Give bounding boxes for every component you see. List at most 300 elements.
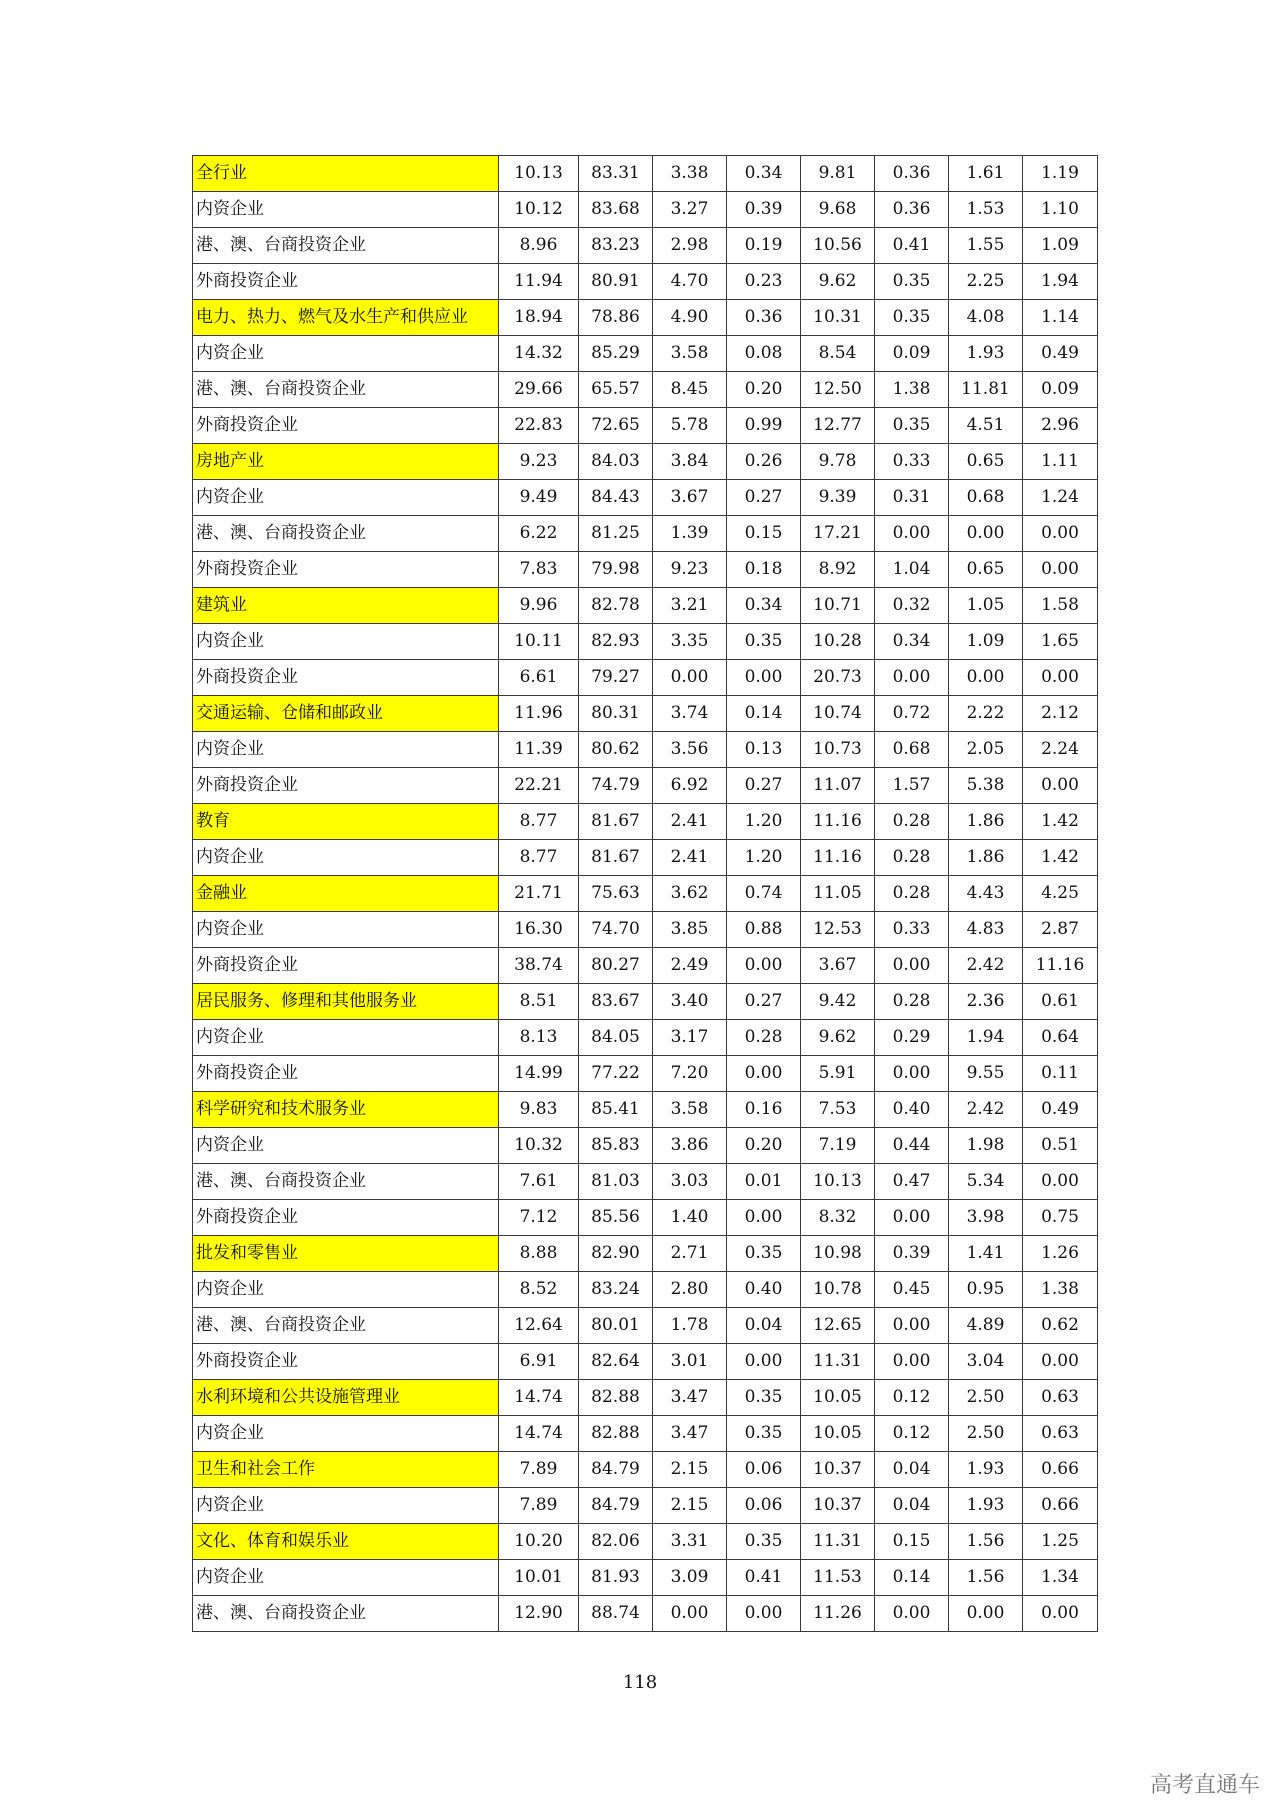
value-cell: 6.61 [499, 660, 579, 696]
value-cell: 3.17 [653, 1020, 727, 1056]
value-cell: 0.35 [727, 1380, 801, 1416]
table-row [193, 228, 1098, 264]
value-cell: 0.35 [875, 408, 949, 444]
row-label-cell: 外商投资企业 [193, 1344, 499, 1380]
row-label-cell: 内资企业 [193, 336, 499, 372]
value-cell: 7.20 [653, 1056, 727, 1092]
value-cell: 11.31 [801, 1524, 875, 1560]
value-cell: 9.68 [801, 192, 875, 228]
value-cell: 82.64 [579, 1344, 653, 1380]
value-cell: 0.00 [727, 660, 801, 696]
value-cell: 9.81 [801, 156, 875, 192]
value-cell: 3.38 [653, 156, 727, 192]
value-cell: 1.93 [949, 336, 1023, 372]
value-cell: 3.86 [653, 1128, 727, 1164]
value-cell: 0.27 [727, 984, 801, 1020]
table-row [193, 264, 1098, 300]
value-cell: 14.99 [499, 1056, 579, 1092]
table-row [193, 948, 1098, 984]
row-label-cell: 港、澳、台商投资企业 [193, 1308, 499, 1344]
value-cell: 2.15 [653, 1488, 727, 1524]
value-cell: 84.79 [579, 1488, 653, 1524]
industry-name-cell: 科学研究和技术服务业 [193, 1092, 499, 1128]
value-cell: 7.12 [499, 1200, 579, 1236]
value-cell: 0.19 [727, 228, 801, 264]
value-cell: 0.40 [727, 1272, 801, 1308]
value-cell: 0.40 [875, 1092, 949, 1128]
value-cell: 80.31 [579, 696, 653, 732]
value-cell: 1.98 [949, 1128, 1023, 1164]
value-cell: 22.83 [499, 408, 579, 444]
table-row [193, 1344, 1098, 1380]
value-cell: 3.31 [653, 1524, 727, 1560]
value-cell: 1.38 [875, 372, 949, 408]
value-cell: 0.68 [949, 480, 1023, 516]
value-cell: 38.74 [499, 948, 579, 984]
value-cell: 83.67 [579, 984, 653, 1020]
value-cell: 1.25 [1023, 1524, 1098, 1560]
value-cell: 81.67 [579, 840, 653, 876]
table-row [193, 1416, 1098, 1452]
row-label-cell: 内资企业 [193, 480, 499, 516]
value-cell: 8.77 [499, 840, 579, 876]
value-cell: 0.00 [875, 1596, 949, 1632]
value-cell: 1.14 [1023, 300, 1098, 336]
value-cell: 0.00 [1023, 1596, 1098, 1632]
value-cell: 9.55 [949, 1056, 1023, 1092]
value-cell: 80.01 [579, 1308, 653, 1344]
value-cell: 85.41 [579, 1092, 653, 1128]
value-cell: 14.74 [499, 1416, 579, 1452]
value-cell: 0.00 [727, 1596, 801, 1632]
value-cell: 18.94 [499, 300, 579, 336]
industry-row [193, 156, 1098, 192]
value-cell: 1.57 [875, 768, 949, 804]
table-row [193, 1596, 1098, 1632]
value-cell: 9.23 [499, 444, 579, 480]
value-cell: 1.56 [949, 1560, 1023, 1596]
value-cell: 0.29 [875, 1020, 949, 1056]
value-cell: 11.31 [801, 1344, 875, 1380]
value-cell: 12.53 [801, 912, 875, 948]
value-cell: 0.18 [727, 552, 801, 588]
table-row [193, 1128, 1098, 1164]
row-label-cell: 内资企业 [193, 624, 499, 660]
value-cell: 1.78 [653, 1308, 727, 1344]
value-cell: 0.68 [875, 732, 949, 768]
value-cell: 11.39 [499, 732, 579, 768]
value-cell: 0.09 [1023, 372, 1098, 408]
value-cell: 2.15 [653, 1452, 727, 1488]
value-cell: 4.70 [653, 264, 727, 300]
value-cell: 0.41 [875, 228, 949, 264]
value-cell: 0.31 [875, 480, 949, 516]
value-cell: 0.00 [727, 948, 801, 984]
industry-name-cell: 居民服务、修理和其他服务业 [193, 984, 499, 1020]
value-cell: 2.71 [653, 1236, 727, 1272]
value-cell: 11.16 [1023, 948, 1098, 984]
value-cell: 7.83 [499, 552, 579, 588]
value-cell: 1.86 [949, 840, 1023, 876]
value-cell: 0.00 [653, 1596, 727, 1632]
industry-name-cell: 电力、热力、燃气及水生产和供应业 [193, 300, 499, 336]
table-row [193, 192, 1098, 228]
value-cell: 8.92 [801, 552, 875, 588]
value-cell: 7.61 [499, 1164, 579, 1200]
value-cell: 79.27 [579, 660, 653, 696]
value-cell: 0.00 [727, 1056, 801, 1092]
value-cell: 11.96 [499, 696, 579, 732]
value-cell: 7.19 [801, 1128, 875, 1164]
industry-name-cell: 卫生和社会工作 [193, 1452, 499, 1488]
value-cell: 9.83 [499, 1092, 579, 1128]
value-cell: 74.79 [579, 768, 653, 804]
value-cell: 0.00 [1023, 1344, 1098, 1380]
row-label-cell: 外商投资企业 [193, 408, 499, 444]
value-cell: 0.88 [727, 912, 801, 948]
value-cell: 10.98 [801, 1236, 875, 1272]
value-cell: 83.24 [579, 1272, 653, 1308]
value-cell: 0.12 [875, 1380, 949, 1416]
value-cell: 0.28 [875, 804, 949, 840]
value-cell: 85.56 [579, 1200, 653, 1236]
value-cell: 0.36 [727, 300, 801, 336]
value-cell: 2.41 [653, 840, 727, 876]
value-cell: 0.00 [875, 1308, 949, 1344]
value-cell: 0.63 [1023, 1380, 1098, 1416]
value-cell: 10.01 [499, 1560, 579, 1596]
value-cell: 12.90 [499, 1596, 579, 1632]
value-cell: 0.61 [1023, 984, 1098, 1020]
value-cell: 0.00 [1023, 1164, 1098, 1200]
value-cell: 1.94 [1023, 264, 1098, 300]
value-cell: 81.25 [579, 516, 653, 552]
value-cell: 22.21 [499, 768, 579, 804]
row-label-cell: 港、澳、台商投资企业 [193, 1596, 499, 1632]
value-cell: 1.56 [949, 1524, 1023, 1560]
value-cell: 0.35 [875, 300, 949, 336]
industry-row [193, 1524, 1098, 1560]
value-cell: 72.65 [579, 408, 653, 444]
row-label-cell: 外商投资企业 [193, 1200, 499, 1236]
value-cell: 85.83 [579, 1128, 653, 1164]
table-row [193, 840, 1098, 876]
value-cell: 1.09 [1023, 228, 1098, 264]
value-cell: 8.54 [801, 336, 875, 372]
value-cell: 1.34 [1023, 1560, 1098, 1596]
value-cell: 16.30 [499, 912, 579, 948]
value-cell: 1.65 [1023, 624, 1098, 660]
value-cell: 10.13 [801, 1164, 875, 1200]
value-cell: 3.09 [653, 1560, 727, 1596]
value-cell: 84.79 [579, 1452, 653, 1488]
value-cell: 84.03 [579, 444, 653, 480]
value-cell: 0.35 [727, 624, 801, 660]
value-cell: 2.50 [949, 1380, 1023, 1416]
industry-name-cell: 教育 [193, 804, 499, 840]
value-cell: 1.24 [1023, 480, 1098, 516]
row-label-cell: 内资企业 [193, 1488, 499, 1524]
value-cell: 0.28 [875, 984, 949, 1020]
industry-row [193, 1236, 1098, 1272]
value-cell: 1.05 [949, 588, 1023, 624]
value-cell: 0.04 [875, 1488, 949, 1524]
value-cell: 0.00 [875, 1056, 949, 1092]
value-cell: 85.29 [579, 336, 653, 372]
value-cell: 6.92 [653, 768, 727, 804]
value-cell: 2.80 [653, 1272, 727, 1308]
industry-name-cell: 金融业 [193, 876, 499, 912]
value-cell: 0.00 [875, 1200, 949, 1236]
value-cell: 10.32 [499, 1128, 579, 1164]
value-cell: 8.32 [801, 1200, 875, 1236]
value-cell: 8.52 [499, 1272, 579, 1308]
value-cell: 82.78 [579, 588, 653, 624]
table-row [193, 1200, 1098, 1236]
value-cell: 77.22 [579, 1056, 653, 1092]
value-cell: 0.99 [727, 408, 801, 444]
value-cell: 0.13 [727, 732, 801, 768]
value-cell: 0.66 [1023, 1488, 1098, 1524]
table-row [193, 1308, 1098, 1344]
table-row [193, 1056, 1098, 1092]
value-cell: 0.34 [727, 156, 801, 192]
industry-row [193, 588, 1098, 624]
value-cell: 0.04 [875, 1452, 949, 1488]
industry-row [193, 300, 1098, 336]
value-cell: 3.01 [653, 1344, 727, 1380]
value-cell: 1.04 [875, 552, 949, 588]
value-cell: 2.96 [1023, 408, 1098, 444]
value-cell: 0.34 [727, 588, 801, 624]
value-cell: 81.67 [579, 804, 653, 840]
value-cell: 10.11 [499, 624, 579, 660]
value-cell: 0.11 [1023, 1056, 1098, 1092]
value-cell: 2.50 [949, 1416, 1023, 1452]
value-cell: 8.13 [499, 1020, 579, 1056]
value-cell: 2.24 [1023, 732, 1098, 768]
value-cell: 0.00 [875, 948, 949, 984]
value-cell: 4.25 [1023, 876, 1098, 912]
value-cell: 0.62 [1023, 1308, 1098, 1344]
row-label-cell: 内资企业 [193, 1128, 499, 1164]
value-cell: 0.66 [1023, 1452, 1098, 1488]
value-cell: 1.10 [1023, 192, 1098, 228]
industry-row [193, 1092, 1098, 1128]
value-cell: 74.70 [579, 912, 653, 948]
value-cell: 0.14 [875, 1560, 949, 1596]
value-cell: 3.03 [653, 1164, 727, 1200]
value-cell: 5.78 [653, 408, 727, 444]
value-cell: 2.87 [1023, 912, 1098, 948]
value-cell: 14.74 [499, 1380, 579, 1416]
value-cell: 5.38 [949, 768, 1023, 804]
value-cell: 4.51 [949, 408, 1023, 444]
value-cell: 2.36 [949, 984, 1023, 1020]
value-cell: 9.39 [801, 480, 875, 516]
value-cell: 3.62 [653, 876, 727, 912]
value-cell: 80.27 [579, 948, 653, 984]
row-label-cell: 外商投资企业 [193, 768, 499, 804]
row-label-cell: 港、澳、台商投资企业 [193, 516, 499, 552]
value-cell: 0.36 [875, 156, 949, 192]
value-cell: 0.06 [727, 1488, 801, 1524]
value-cell: 10.78 [801, 1272, 875, 1308]
value-cell: 82.90 [579, 1236, 653, 1272]
value-cell: 0.00 [949, 1596, 1023, 1632]
value-cell: 9.96 [499, 588, 579, 624]
industry-name-cell: 文化、体育和娱乐业 [193, 1524, 499, 1560]
value-cell: 0.49 [1023, 1092, 1098, 1128]
value-cell: 9.78 [801, 444, 875, 480]
value-cell: 10.05 [801, 1380, 875, 1416]
value-cell: 10.28 [801, 624, 875, 660]
row-label-cell: 外商投资企业 [193, 660, 499, 696]
value-cell: 1.61 [949, 156, 1023, 192]
table-row [193, 336, 1098, 372]
industry-row [193, 1452, 1098, 1488]
value-cell: 1.26 [1023, 1236, 1098, 1272]
value-cell: 1.11 [1023, 444, 1098, 480]
value-cell: 0.33 [875, 444, 949, 480]
value-cell: 4.43 [949, 876, 1023, 912]
value-cell: 0.00 [1023, 516, 1098, 552]
value-cell: 0.35 [875, 264, 949, 300]
value-cell: 1.20 [727, 840, 801, 876]
value-cell: 81.93 [579, 1560, 653, 1596]
table-row [193, 480, 1098, 516]
value-cell: 8.51 [499, 984, 579, 1020]
industry-row [193, 696, 1098, 732]
value-cell: 10.37 [801, 1452, 875, 1488]
value-cell: 83.23 [579, 228, 653, 264]
value-cell: 1.39 [653, 516, 727, 552]
industry-row [193, 444, 1098, 480]
value-cell: 0.00 [949, 516, 1023, 552]
value-cell: 0.75 [1023, 1200, 1098, 1236]
value-cell: 11.81 [949, 372, 1023, 408]
value-cell: 4.90 [653, 300, 727, 336]
value-cell: 4.83 [949, 912, 1023, 948]
value-cell: 0.49 [1023, 336, 1098, 372]
value-cell: 0.16 [727, 1092, 801, 1128]
value-cell: 82.06 [579, 1524, 653, 1560]
value-cell: 3.58 [653, 336, 727, 372]
value-cell: 84.05 [579, 1020, 653, 1056]
value-cell: 1.38 [1023, 1272, 1098, 1308]
value-cell: 0.39 [727, 192, 801, 228]
value-cell: 0.00 [949, 660, 1023, 696]
value-cell: 0.33 [875, 912, 949, 948]
industry-name-cell: 全行业 [193, 156, 499, 192]
value-cell: 0.28 [727, 1020, 801, 1056]
value-cell: 1.53 [949, 192, 1023, 228]
value-cell: 3.40 [653, 984, 727, 1020]
value-cell: 1.09 [949, 624, 1023, 660]
value-cell: 10.13 [499, 156, 579, 192]
value-cell: 2.22 [949, 696, 1023, 732]
industry-row [193, 1380, 1098, 1416]
value-cell: 82.93 [579, 624, 653, 660]
value-cell: 7.53 [801, 1092, 875, 1128]
value-cell: 3.58 [653, 1092, 727, 1128]
value-cell: 9.62 [801, 264, 875, 300]
value-cell: 2.41 [653, 804, 727, 840]
value-cell: 11.16 [801, 840, 875, 876]
value-cell: 0.09 [875, 336, 949, 372]
value-cell: 2.42 [949, 1092, 1023, 1128]
value-cell: 0.47 [875, 1164, 949, 1200]
row-label-cell: 外商投资企业 [193, 1056, 499, 1092]
value-cell: 3.84 [653, 444, 727, 480]
value-cell: 5.34 [949, 1164, 1023, 1200]
value-cell: 12.64 [499, 1308, 579, 1344]
value-cell: 3.27 [653, 192, 727, 228]
industry-name-cell: 建筑业 [193, 588, 499, 624]
value-cell: 1.86 [949, 804, 1023, 840]
industry-name-cell: 水利环境和公共设施管理业 [193, 1380, 499, 1416]
value-cell: 11.16 [801, 804, 875, 840]
value-cell: 1.94 [949, 1020, 1023, 1056]
value-cell: 0.00 [727, 1344, 801, 1380]
value-cell: 5.91 [801, 1056, 875, 1092]
value-cell: 0.35 [727, 1416, 801, 1452]
value-cell: 0.39 [875, 1236, 949, 1272]
watermark-logo-text: 高考直通车 [1149, 1773, 1260, 1798]
value-cell: 0.04 [727, 1308, 801, 1344]
table-row [193, 1164, 1098, 1200]
value-cell: 3.67 [801, 948, 875, 984]
value-cell: 0.00 [727, 1200, 801, 1236]
value-cell: 7.89 [499, 1452, 579, 1488]
row-label-cell: 内资企业 [193, 1020, 499, 1056]
table-row [193, 624, 1098, 660]
value-cell: 0.14 [727, 696, 801, 732]
value-cell: 1.40 [653, 1200, 727, 1236]
row-label-cell: 内资企业 [193, 1416, 499, 1452]
value-cell: 10.74 [801, 696, 875, 732]
table-row [193, 1560, 1098, 1596]
value-cell: 0.00 [1023, 768, 1098, 804]
value-cell: 3.56 [653, 732, 727, 768]
value-cell: 0.35 [727, 1524, 801, 1560]
table-row [193, 1020, 1098, 1056]
value-cell: 79.98 [579, 552, 653, 588]
value-cell: 2.05 [949, 732, 1023, 768]
value-cell: 2.25 [949, 264, 1023, 300]
value-cell: 0.20 [727, 1128, 801, 1164]
table-body [193, 156, 1098, 1632]
industry-name-cell: 房地产业 [193, 444, 499, 480]
value-cell: 3.35 [653, 624, 727, 660]
value-cell: 6.91 [499, 1344, 579, 1380]
value-cell: 0.35 [727, 1236, 801, 1272]
value-cell: 0.00 [1023, 660, 1098, 696]
statistics-table [192, 155, 1098, 1632]
table-row [193, 912, 1098, 948]
value-cell: 10.20 [499, 1524, 579, 1560]
value-cell: 8.96 [499, 228, 579, 264]
value-cell: 0.27 [727, 480, 801, 516]
value-cell: 0.65 [949, 444, 1023, 480]
value-cell: 1.42 [1023, 804, 1098, 840]
value-cell: 1.55 [949, 228, 1023, 264]
value-cell: 0.41 [727, 1560, 801, 1596]
value-cell: 8.45 [653, 372, 727, 408]
value-cell: 7.89 [499, 1488, 579, 1524]
value-cell: 0.28 [875, 876, 949, 912]
row-label-cell: 内资企业 [193, 732, 499, 768]
